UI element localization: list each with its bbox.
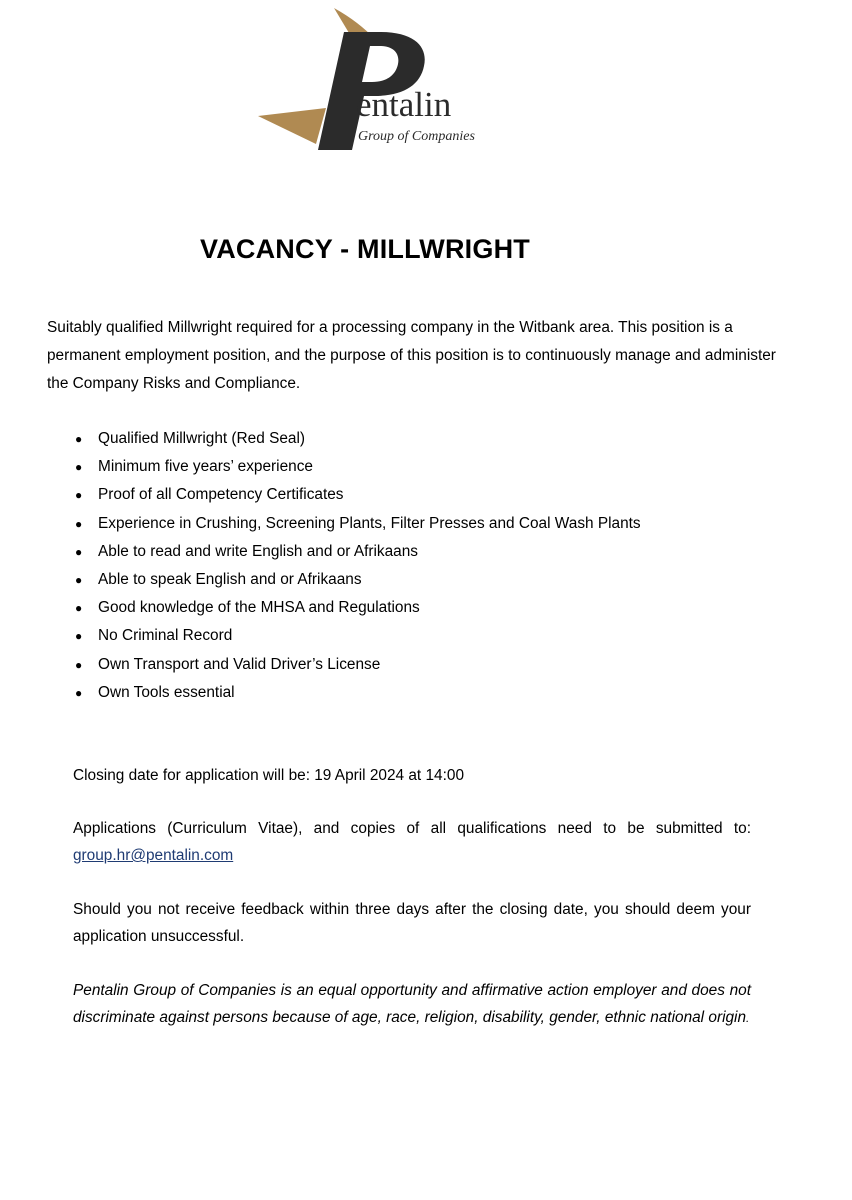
- requirements-list: [47, 425, 787, 707]
- applications-paragraph: [73, 815, 751, 869]
- closing-date: Closing date for application will be: 19 April 2024 at 14:00: [73, 767, 465, 784]
- logo-brand-name: entalin: [356, 85, 452, 124]
- page-title: VACANCY - MILLWRIGHT: [200, 234, 530, 264]
- list-item: [47, 651, 787, 679]
- list-item: [47, 425, 787, 453]
- list-item: [47, 566, 787, 594]
- list-item: [47, 594, 787, 622]
- requirement-text: Able to read and write English and or Afrikaans: [98, 542, 418, 560]
- equal-opportunity-statement: [73, 977, 751, 1032]
- bullet-icon: ●: [75, 432, 83, 446]
- bullet-icon: ●: [75, 488, 83, 503]
- requirement-text: Able to speak English and or Afrikaans: [98, 570, 362, 588]
- list-item: [47, 510, 787, 538]
- bullet-icon: ●: [75, 460, 83, 475]
- list-item: [47, 481, 787, 509]
- intro-paragraph: Suitably qualified Millwright required for a processing company in the Witbank area. This position is a permanent employment position, and the purpose of this position is to continuously manage and administer the Company Risks and Compliance.: [47, 319, 776, 392]
- bullet-icon: ●: [75, 572, 83, 587]
- list-item: [47, 622, 787, 650]
- list-item: [47, 453, 787, 481]
- list-item: [47, 538, 787, 566]
- logo-tagline: Group of Companies: [358, 129, 475, 144]
- company-logo: [256, 4, 506, 154]
- requirement-text: Own Tools essential: [98, 683, 235, 701]
- requirement-text: Experience in Crushing, Screening Plants, Filter Presses and Coal Wash Plants: [98, 514, 641, 532]
- bullet-icon: ●: [75, 516, 83, 531]
- equal-opportunity-period: .: [746, 1011, 750, 1025]
- list-item: [47, 679, 787, 707]
- email-link[interactable]: group.hr@pentalin.com: [73, 847, 234, 864]
- logo-gold-wing: [258, 108, 326, 144]
- bullet-icon: ●: [75, 544, 83, 559]
- requirement-text: No Criminal Record: [98, 627, 233, 645]
- requirement-text: Proof of all Competency Certificates: [98, 486, 344, 504]
- requirement-text: Good knowledge of the MHSA and Regulations: [98, 599, 420, 617]
- applications-text: Applications (Curriculum Vitae), and copies of all qualifications need to be submitted to:: [73, 820, 751, 837]
- feedback-paragraph: Should you not receive feedback within three days after the closing date, you should deem your application unsuccessful.: [73, 901, 751, 945]
- requirement-text: Minimum five years’ experience: [98, 458, 313, 476]
- pentalin-logo-mark: [256, 4, 506, 154]
- bullet-icon: ●: [75, 685, 83, 700]
- bullet-icon: ●: [75, 629, 83, 644]
- equal-opportunity-text: Pentalin Group of Companies is an equal opportunity and affirmative action employer and does not discriminate against persons because of age, race, religion, disability, gender, ethnic national origin: [73, 982, 751, 1026]
- requirement-text: Qualified Millwright (Red Seal): [98, 430, 305, 447]
- requirement-text: Own Transport and Valid Driver’s License: [98, 655, 381, 673]
- bullet-icon: ●: [75, 601, 83, 616]
- bullet-icon: ●: [75, 657, 83, 672]
